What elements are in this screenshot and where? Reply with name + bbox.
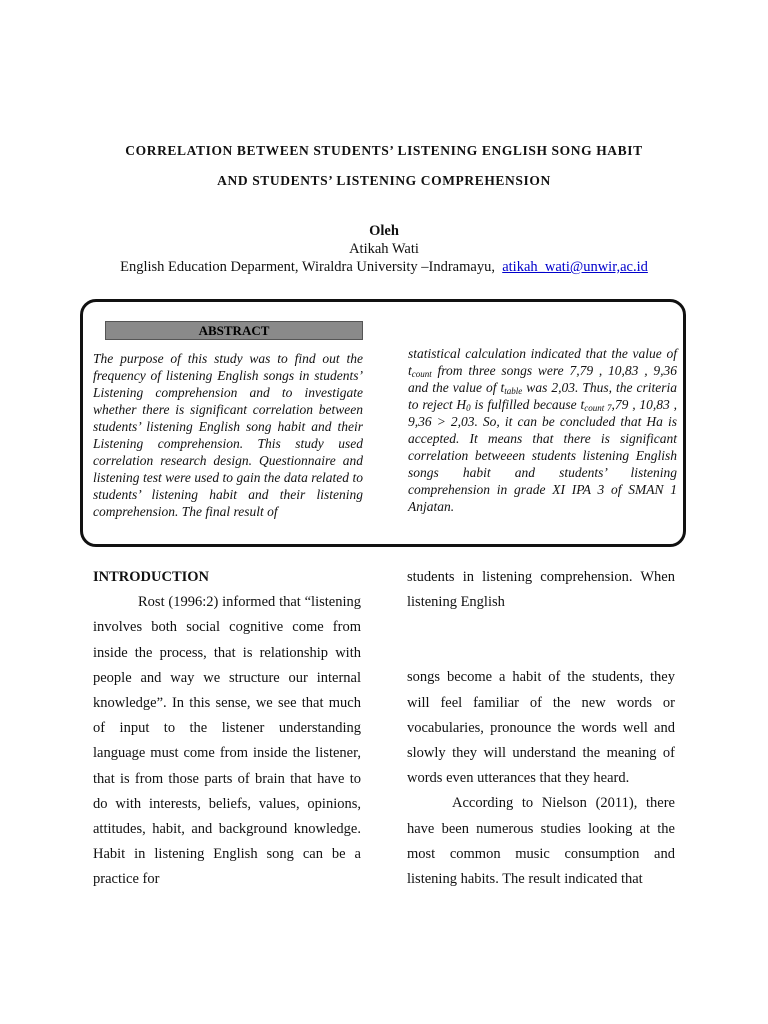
affiliation: English Education Deparment, Wiraldra University –Indramayu, (120, 259, 495, 275)
title-line-2: AND STUDENTS’ LISTENING COMPREHENSION (217, 173, 551, 188)
affiliation-line (40, 258, 728, 276)
paper-title (60, 136, 708, 196)
title-line-1: CORRELATION BETWEEN STUDENTS’ LISTENING ENGLISH SONG HABIT (125, 143, 643, 158)
byline (40, 222, 728, 276)
body-left-column (93, 565, 361, 893)
email-link[interactable]: atikah_wati@unwir,ac.id (502, 259, 648, 275)
abstract-label: ABSTRACT (105, 321, 363, 340)
abstract-left-column: The purpose of this study was to find out the frequency of listening English songs in students’ Listening comprehension and to investigate whether there is significant correlation between students’ listening English song habit and their Listening comprehension. This study used correlation research design. Questionnaire and listening test were used to gain the data related to students’ listening habit and their listening comprehension. The final result of (93, 351, 363, 519)
body-right-column (407, 565, 675, 892)
column-gap (407, 615, 675, 665)
body-paragraph: songs become a habit of the students, they will feel familiar of the new words or vocabularies, pronounce the words well and slowly they will understand the meaning of words even utterances that they heard. (407, 669, 675, 787)
body-paragraph: students in listening comprehension. When listening English (407, 569, 675, 611)
abstract-box (80, 299, 686, 547)
abstract-right-column: statistical calculation indicated that the value of $t_{count}$ from three songs were 7,79 , 10,83 , 9,36 and the value of $t_{table}$ was 2,03. Thus, the criteria to reject $H_0$ is fulfilled because $t_{count 7},79$ , 10,83 , 9,36 > 2,03. So, it can be concluded that Ha is accepted. It means that there is significant correlation betweeen students listening English songs habit and students’ listening comprehension in grade XI IPA 3 of SMAN 1 Anjatan. (408, 346, 678, 514)
introduction-heading: INTRODUCTION (93, 569, 210, 585)
body-paragraph: According to Nielson (2011), there have been numerous studies looking at the most common music consumption and listening habits. The result indicated that (407, 795, 675, 888)
author-name: Atikah Wati (349, 241, 419, 257)
oleh-label: Oleh (369, 223, 399, 239)
body-paragraph: Rost (1996:2) informed that “listening involves both social cognitive come from inside the process, that is relationship with people and way we structure our internal knowledge”. In this sense, we see that much of input to the listener understanding language must come from inside the listener, that is from those parts of brain that have to do with interests, beliefs, values, opinions, attitudes, habit, and background knowledge. Habit in listening English song can be a practice for (93, 594, 361, 888)
